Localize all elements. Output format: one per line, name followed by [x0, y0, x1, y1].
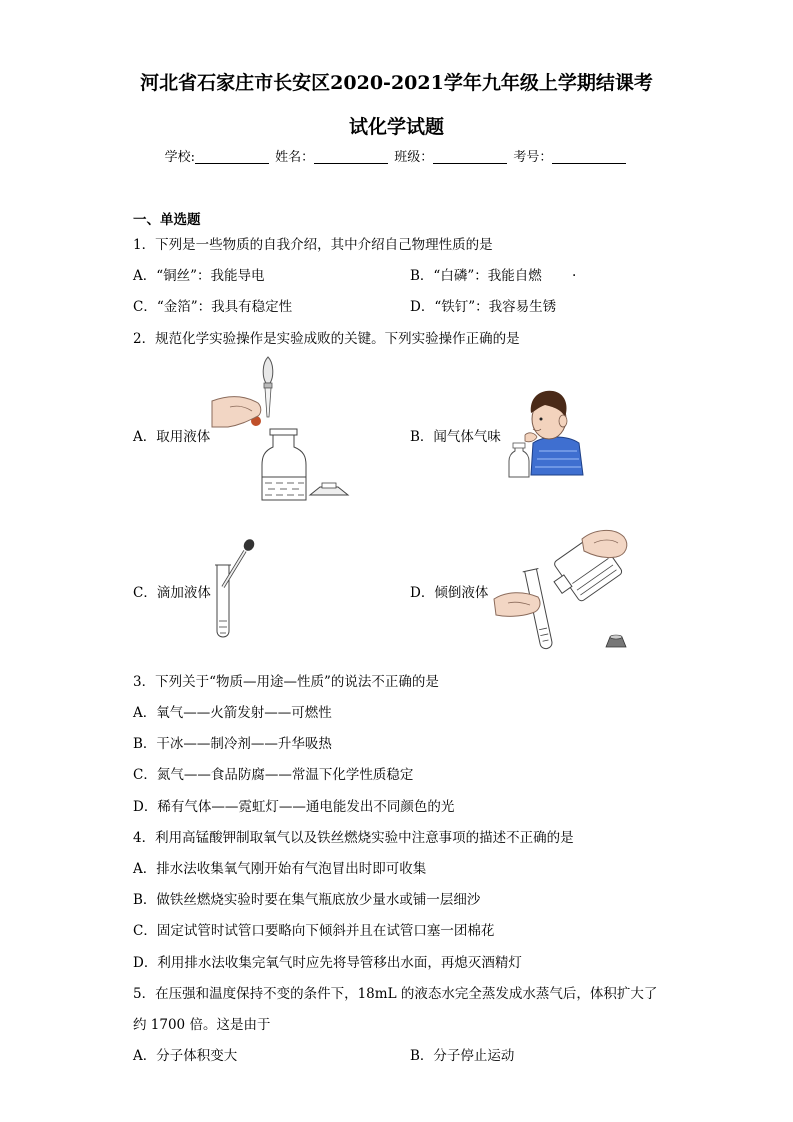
- exam-number-blank[interactable]: [552, 149, 626, 164]
- question-1-stem: 1．下列是一些物质的自我介绍，其中介绍自己物理性质的是: [133, 237, 493, 253]
- class-blank[interactable]: [433, 149, 507, 164]
- figure-smell-gas: [505, 385, 590, 480]
- q5-option-b: B．分子停止运动: [410, 1048, 515, 1064]
- page-title-line2: 试化学试题: [348, 116, 444, 138]
- q2-option-a: A．取用液体: [133, 429, 211, 445]
- school-blank[interactable]: [195, 149, 269, 164]
- q4-option-b: B．做铁丝燃烧实验时要在集气瓶底放少量水或铺一层细沙: [133, 892, 481, 908]
- figure-pour-liquid: [490, 525, 640, 655]
- figure-drip-liquid: [205, 535, 265, 645]
- q2-option-d: D．倾倒液体: [410, 585, 489, 601]
- name-blank[interactable]: [314, 149, 388, 164]
- q3-option-a: A．氧气——火箭发射——可燃性: [133, 705, 332, 721]
- name-label: 姓名：: [275, 150, 315, 165]
- q1-option-a: A．“铜丝”：我能导电: [133, 268, 265, 284]
- exam-number-label: 考号：: [513, 150, 553, 165]
- q1-option-b: B．“白磷”：我能自燃: [410, 268, 542, 284]
- section-title: 一、单选题: [133, 212, 201, 228]
- q5-option-a: A．分子体积变大: [133, 1048, 238, 1064]
- figure-take-liquid: [210, 355, 360, 505]
- question-5-stem-line1: 5．在压强和温度保持不变的条件下，18mL 的液态水完全蒸发成水蒸气后，体积扩大了: [133, 986, 658, 1002]
- q1-option-c: C．“金箔”：我具有稳定性: [133, 299, 293, 315]
- stray-dot: .: [572, 264, 577, 280]
- school-label: 学校:: [164, 150, 195, 165]
- question-2-stem: 2．规范化学实验操作是实验成败的关键。下列实验操作正确的是: [133, 331, 520, 347]
- q4-option-a: A．排水法收集氧气刚开始有气泡冒出时即可收集: [133, 861, 427, 877]
- q1-option-d: D．“铁钉”：我容易生锈: [410, 299, 557, 315]
- class-label: 班级：: [394, 150, 434, 165]
- page-title-line1: 河北省石家庄市长安区2020-2021学年九年级上学期结课考: [140, 72, 653, 94]
- question-4-stem: 4．利用高锰酸钾制取氧气以及铁丝燃烧实验中注意事项的描述不正确的是: [133, 830, 574, 846]
- question-5-stem-line2: 约 1700 倍。这是由于: [133, 1017, 271, 1033]
- q4-option-c: C．固定试管时试管口要略向下倾斜并且在试管口塞一团棉花: [133, 923, 495, 939]
- q2-option-b: B．闻气体气味: [410, 429, 501, 445]
- q2-option-c: C．滴加液体: [133, 585, 211, 601]
- question-3-stem: 3．下列关于“物质—用途—性质”的说法不正确的是: [133, 674, 439, 690]
- q3-option-b: B．干冰——制冷剂——升华吸热: [133, 736, 332, 752]
- q3-option-d: D．稀有气体——霓虹灯——通电能发出不同颜色的光: [133, 799, 455, 815]
- q4-option-d: D．利用排水法收集完氧气时应先将导管移出水面，再熄灭酒精灯: [133, 955, 522, 971]
- q3-option-c: C．氮气——食品防腐——常温下化学性质稳定: [133, 767, 414, 783]
- student-info-line: [0, 146, 793, 165]
